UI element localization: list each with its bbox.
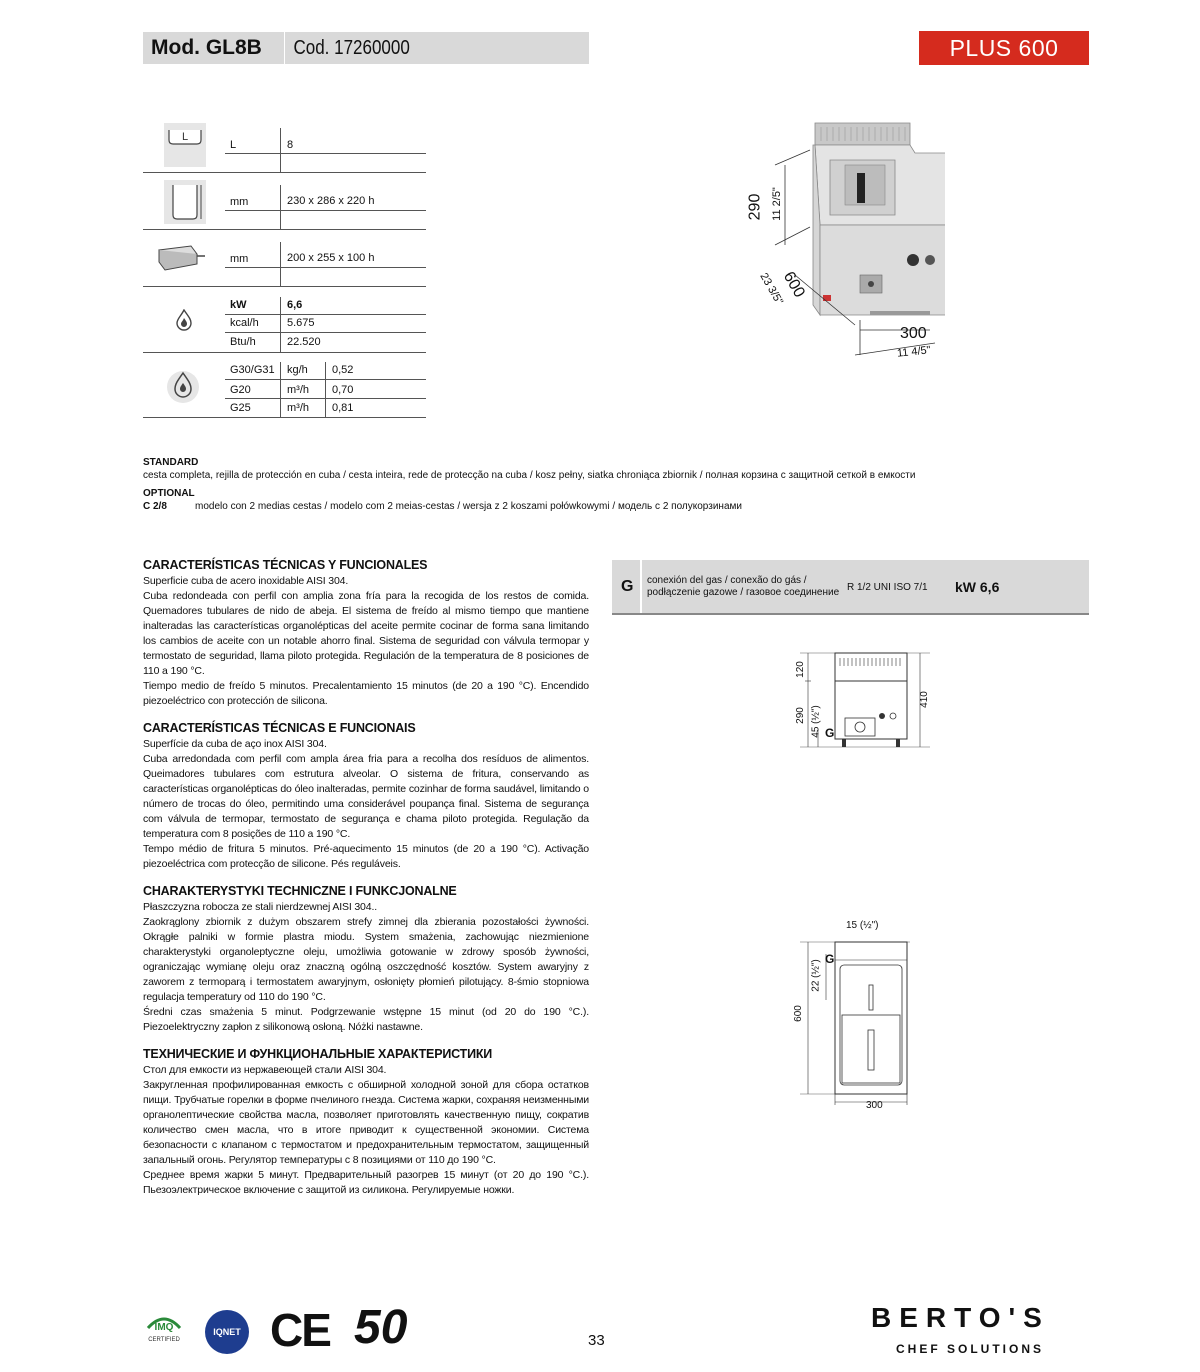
divider [280, 185, 281, 230]
front-dim-total: 410 [918, 691, 930, 708]
model-name: Mod. GL8B [151, 36, 262, 59]
optional-code: C 2/8 [143, 501, 167, 512]
basket-icon [157, 242, 207, 272]
dim-depth-mm: 600 [779, 268, 808, 301]
gas-separator [640, 560, 642, 613]
svg-text:IMQ: IMQ [154, 1322, 174, 1332]
gas-unit-g25: m³/h [287, 402, 309, 414]
divider [280, 242, 281, 287]
imq-logo [143, 1308, 185, 1354]
section-title: CARACTERÍSTICAS TÉCNICAS E FUNCIONAIS [143, 721, 416, 735]
power-value-kcal: 5.675 [287, 317, 315, 329]
gas-value-g25: 0,81 [332, 402, 354, 414]
dim-width-in: 11 4/5" [896, 344, 932, 360]
model-code: Cod. 17260000 [293, 36, 410, 59]
dim-width-mm: 300 [900, 325, 927, 342]
section-pt [143, 721, 589, 872]
description-column [143, 558, 589, 1210]
power-unit-kw: kW [230, 299, 247, 311]
optional-text: modelo con 2 medias cestas / modelo com 2 meias-cestas / wersja z 2 koszami połówkowymi / модель с 2 полукорзинами [195, 501, 742, 512]
gas-label-line2: podłączenie gazowe / газовое соединение [647, 587, 840, 598]
standard-text: cesta completa, rejilla de protección en cuba / cesta inteira, rede de protecção na cuba / kosz pełny, siatka chroniąca zbiornik / полная корзина с защитной сеткой в емкости [143, 470, 916, 481]
brand-tagline: CHEF SOLUTIONS [896, 1342, 1045, 1356]
gas-drop-icon [166, 367, 200, 405]
gas-type-g30: G30/G31 [230, 364, 275, 376]
spec-row-tank [143, 173, 426, 230]
top-dim-depth: 600 [792, 1005, 804, 1022]
anniversary-logo [354, 1300, 407, 1355]
svg-text:L: L [181, 131, 189, 143]
gas-type-g25: G25 [230, 402, 251, 414]
gas-connection-bar [612, 560, 1089, 615]
basket-unit: mm [230, 253, 249, 265]
divider [225, 267, 426, 268]
divider [280, 297, 281, 353]
top-dim-gas-offset: 15 (½") [846, 920, 879, 931]
spec-row-gas [143, 353, 426, 418]
power-value-kw: 6,6 [287, 299, 303, 311]
section-title: ТЕХНИЧЕСКИЕ И ФУНКЦИОНАЛЬНЫЕ ХАРАКТЕРИСТИКИ [143, 1047, 493, 1061]
section-body: Superfície da cuba de aço inox AISI 304. Cuba arredondada com perfil com ampla área fria para a recolha dos resíduos de alimentos. Queimadores tubulares com estrutura alveolar. O sistema de fritura, conservando as características organolépticas do óleo inalteradas, permite cozinhar de forma saudável, limitando o número de trocas do óleo, permitindo uma considerável poupança final. Sistema de segurança com válvula de termopar, termostato de segurança e chama piloto protegida. Regulação da temperatura com 8 posições de 110 a 190 °C. Tempo médio de fritura 5 minutos. Pré-aquecimento 15 minutos (de 20 a 190 °C). Activação piezoeléctrica com protecção de silicone. Pés reguláveis. [143, 738, 589, 870]
spec-row-basket [143, 230, 426, 287]
section-ru [143, 1047, 589, 1198]
top-dim-width: 300 [866, 1100, 883, 1111]
imq-certified: CERTIFIED [148, 1337, 180, 1343]
divider [225, 332, 426, 333]
model-header [143, 32, 589, 64]
divider [225, 210, 426, 211]
gas-type-g20: G20 [230, 384, 251, 396]
divider [280, 128, 281, 173]
series-badge: PLUS 600 [919, 31, 1089, 65]
flame-icon [174, 309, 194, 331]
dim-depth-in: 23 3/5" [757, 271, 786, 307]
section-title: CARACTERÍSTICAS TÉCNICAS Y FUNCIONALES [143, 558, 428, 572]
gas-power: kW 6,6 [955, 579, 1000, 595]
standard-label: STANDARD [143, 457, 199, 468]
tank-value: 230 x 286 x 220 h [287, 195, 375, 207]
tank-unit: mm [230, 196, 249, 208]
top-view-drawing [790, 930, 940, 1110]
front-dim-top: 120 [794, 661, 806, 678]
dim-height-in: 11 2/5" [770, 187, 783, 221]
top-gas-letter: G [825, 952, 835, 966]
gas-unit-g30: kg/h [287, 364, 308, 376]
gas-letter: G [621, 578, 634, 595]
section-pl [143, 884, 589, 1035]
section-body: Стол для емкости из нержавеющей стали AISI 304. Закругленная профилированная емкость с обширной холодной зоной для сбора остатков пищи. Трубчатые горелки в форме пчелиного гнезда. Система жарки, сохраняя неизменными органолептические свойства масла, позволяет приготовлять качественную пищу, сократив количество смен масла, что в итоге приводит к существенной экономии. Система безопасности с клапаном с термостатом и предохранительным термостатом, защищенный запальный огонь. Регулятор температуры с 8 позициями от 110 до 190 °C. Среднее время жарки 5 минут. Предварительный разогрев 15 минут (от 20 до 190 °C.). Пьезоэлектрическое включение с защитой из силикона. Регулируемые ножки. [143, 1064, 589, 1196]
optional-label: OPTIONAL [143, 488, 195, 499]
front-gas-letter: G [825, 726, 835, 740]
iqnet-text: IQNET [213, 1327, 241, 1337]
divider [225, 153, 426, 154]
anniversary-number: 50 [354, 1301, 408, 1354]
gas-unit-g20: m³/h [287, 384, 309, 396]
dim-height-mm: 290 [746, 193, 764, 221]
capacity-unit: L [230, 139, 237, 151]
iqnet-logo [205, 1310, 249, 1354]
section-title: CHARAKTERYSTYKI TECHNICZNE I FUNKCJONALNE [143, 884, 457, 898]
gas-description [647, 575, 839, 599]
front-dim-low: 45 (½") [810, 705, 822, 738]
power-value-btu: 22.520 [287, 336, 321, 348]
power-unit-btu: Btu/h [230, 336, 256, 348]
section-es [143, 558, 589, 709]
tank-dimensions-icon [163, 179, 207, 225]
brand-name: BERTO'S [871, 1302, 1050, 1333]
capacity-value: 8 [287, 139, 294, 151]
page-number: 33 [588, 1332, 605, 1349]
divider [280, 362, 281, 418]
gas-label-line1: conexión del gas / conexão do gás / [647, 575, 807, 586]
spec-row-capacity [143, 118, 426, 173]
section-body: Płaszczyzna robocza ze stali nierdzewnej AISI 304.. Zaokrąglony zbiornik z dużym obszarem strefy zimnej dla zbierania pozostałości żywności. Okrągłe palniki w formie plastra miodu. System smażenia, zachowując niezmienione charakterystyki organoleptyczne oleju, umożliwia gotowanie w zdrowy sposób żywności, ograniczając wymianę oleju oraz znaczną ogólną oszczędność kosztów. System awaryjny z zaworem z termoparą i termostatem awaryjnym, osłonięty płomień pilotujący. 8-śmio stopniowa regulacja temperatury od 110 do 190 °C. Średni czas smażenia 5 minut. Podgrzewanie wstępne 15 minut (od 20 do 190 °C.). Piezoelektryczny zapłon z silikonową osłoną. Nóżki nastawne. [143, 901, 589, 1033]
tank-capacity-icon [163, 122, 207, 168]
gas-fitting: R 1/2 UNI ISO 7/1 [847, 582, 928, 593]
ce-mark: CE [270, 1304, 330, 1356]
gas-value-g20: 0,70 [332, 384, 354, 396]
section-body: Superficie cuba de acero inoxidable AISI 304. Cuba redondeada con perfil con amplia zona fría para la recogida de los restos de comida. Quemadores tubulares de nido de abeja. El sistema de freído al mismo tiempo que mantiene inalteradas las características organolépticas del aceite permite cocinar de forma sana limitando los cambios de aceite con un notable ahorro final. Sistema de seguridad con válvula termopar y termostato de seguridad, llama piloto protegida. Regulación de la temperatura de 8 posiciones de 110 a 190 °C. Tiempo medio de freído 5 minutos. Precalentamiento 15 minutos (de 20 a 190 °C). Encendido piezoeléctrico con protección de silicona. [143, 575, 589, 707]
gas-value-g30: 0,52 [332, 364, 354, 376]
power-unit-kcal: kcal/h [230, 317, 259, 329]
spec-row-power [143, 287, 426, 353]
divider [225, 314, 426, 315]
front-dim-mid: 290 [794, 707, 806, 724]
imq-badge-icon [144, 1308, 184, 1332]
top-dim-side: 22 (½") [810, 959, 822, 992]
basket-value: 200 x 255 x 100 h [287, 252, 375, 264]
divider [325, 362, 326, 418]
